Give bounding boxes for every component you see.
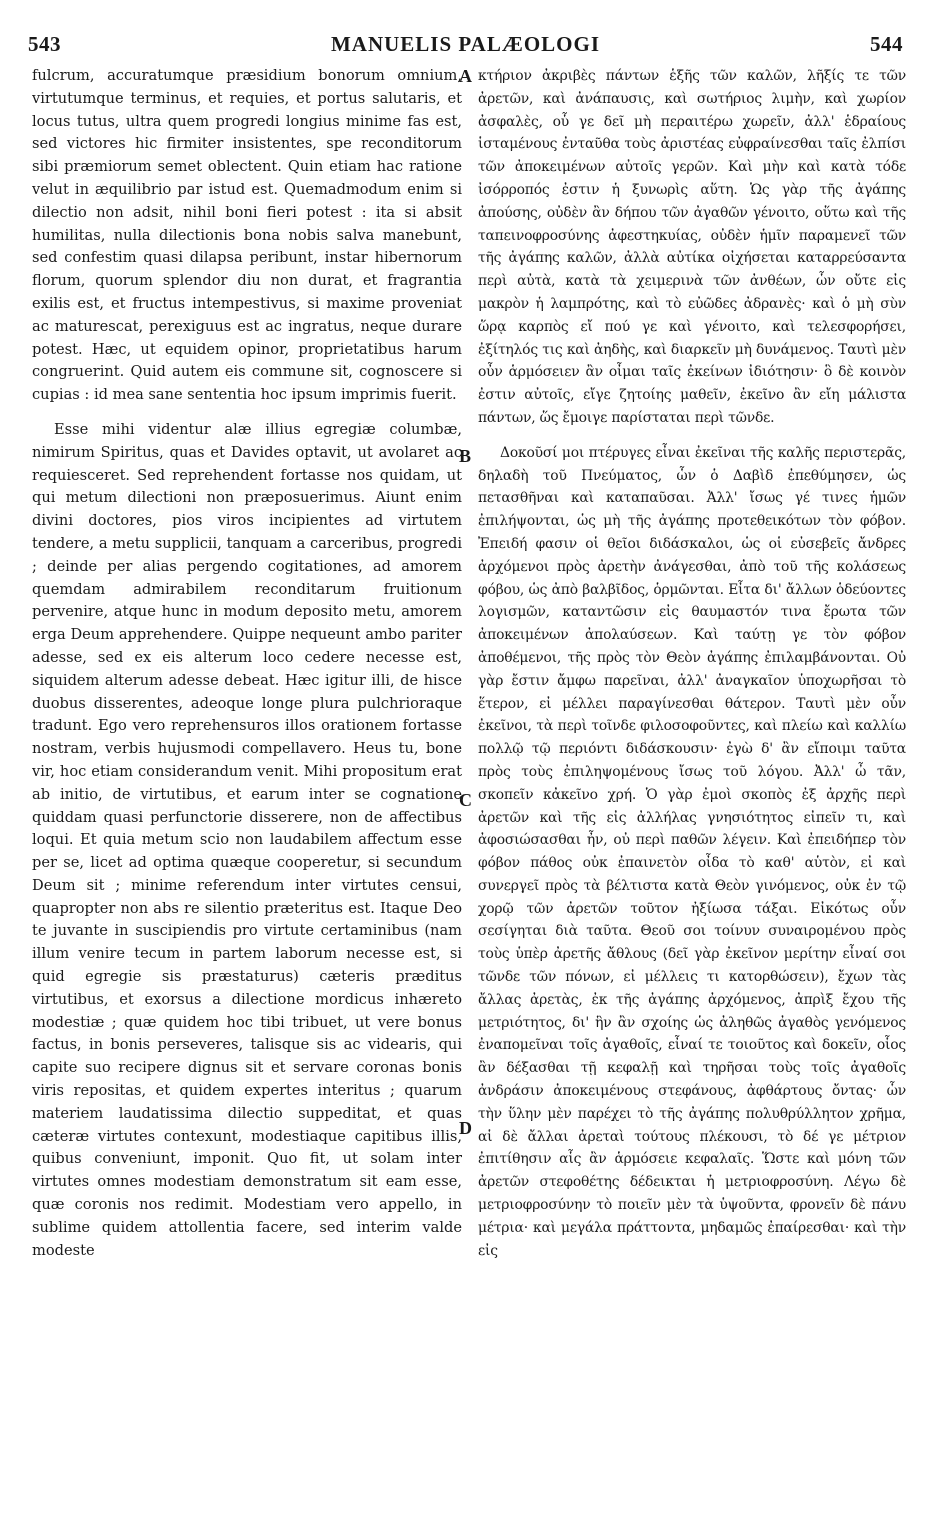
greek-paragraph: κτήριον ἀκριβὲς πάντων ἑξῆς τῶν καλῶν, λῆξίς τε τῶν ἀρετῶν, καὶ ἀνάπαυσις, καὶ σωτήριος λιμὴν, καὶ χωρίον ἀσφαλὲς, οὗ γε δεῖ μὴ περαιτέρω χωρεῖν, ἀλλ' ἑδραίους ἱσταμένους ἐνταῦθα τοὺς ἀριστέας εὐφραίνεσθαι ταῖς ἐλπίσι τῶν ἀποκειμένων αὐτοῖς γερῶν. Καὶ μὴν καὶ κατὰ τόδε ἰσόρροπός ἐστιν ἡ ξυνωρὶς αὕτη. Ὡς γὰρ τῆς ἀγάπης ἀπούσης, οὐδὲν ἂν δήπου τῶν ἀγαθῶν γένοιτο, οὕτω καὶ τῆς ταπεινοφροσύνης ἀφεστηκυίας, οὐδὲν ἡμῖν παραμενεῖ τῶν τῆς ἀγάπης καλῶν, ἀλλὰ αὐτίκα οἰχήσεται καταρρεύσαντα περὶ αὐτὰ, κατὰ τὰ χειμερινὰ τῶν ἀνθέων, ὧν οὔτε εἰς μακρὸν ἡ λαμπρότης, καὶ τὸ εὐῶδες ἀδρανὲς· καὶ ὁ μὴ σὺν ὥρᾳ καρπὸς εἴ πού γε καὶ γένοιτο, καὶ τελεσφορήσει, ἐξίτηλός τις καὶ ἀηδὴς, καὶ διαρκεῖν μὴ δυνάμενος. Ταυτὶ μὲν οὖν ἁρμόσειεν ἂν οἶμαι ταῖς ἐκείνων ἰδιότησιν· ὃ δὲ κοινὸν ἐστιν αὐτοῖς, εἴγε ζητοίης μαθεῖν, ἐκεῖνο ἂν εἴη μάλιστα πάντων, ὥς ἔμοιγε παρίσταται περὶ τῶνδε. <box>478 68 906 426</box>
margin-letter-b: B <box>459 446 472 466</box>
margin-letter-c: C <box>459 790 472 810</box>
margin-letter-a: A <box>459 66 472 86</box>
running-title: MANUELIS PALÆOLOGI <box>330 32 601 56</box>
margin-letter-d: D <box>459 1118 472 1138</box>
latin-column <box>32 65 462 1512</box>
greek-paragraph: Δοκοῦσί μοι πτέρυγες εἶναι ἐκεῖναι τῆς καλῆς περιστερᾶς, δηλαδὴ τοῦ Πνεύματος, ὧν ὁ Δαβὶδ ἐπεθύμησεν, ὡς πετασθῆναι καὶ καταπαῦσαι. Ἀλλ' ἴσως γέ τινες ἡμῶν ἐπιλήψονται, ὡς μὴ τῆς ἀγάπης προτεθεικότων τὸν φόβον. Ἐπειδή φασιν οἱ θεῖοι διδάσκαλοι, ὡς οἱ εὐσεβεῖς ἄνδρες ἀρχόμενοι πρὸς ἀρετὴν ἀνάγεσθαι, ἀπὸ τοῦ τῆς κολάσεως φόβου, ὡς ἀπὸ βαλβῖδος, ὁρμῶνται. Εἶτα δι' ἄλλων ὁδεύοντες λογισμῶν, καταντῶσιν εἰς θαυμαστόν τινα ἔρωτα τῶν ἀποκειμένων ἀπολαύσεων. Καὶ ταύτῃ γε τὸν φόβον ἀποθέμενοι, τῆς πρὸς τὸν Θεὸν ἀγάπης ἐπιλαμβάνονται. Οὐ γὰρ ἔστιν ἄμφω παρεῖναι, ἀλλ' ἀναγκαῖον ὑποχωρῆσαι τὸ ἕτερον, εἰ μέλλει παραγίνεσθαι θάτερον. Ταυτὶ μὲν οὖν ἐκεῖνοι, τὰ περὶ τοῖνδε φιλοσοφοῦντες, καὶ πλείω καὶ καλλίω πολλῷ τῷ περιόντι διδάσκουσιν· ἐγὼ δ' ἂν εἴποιμι ταῦτα πρὸς τοὺς ἐπιληψομένους ἴσως τοῦ λόγου. Ἀλλ' ὦ τᾶν, σκοπεῖν κἀκεῖνο χρή. Ὁ γὰρ ἐμοὶ σκοπὸς ἐξ ἀρχῆς περὶ ἀρετῶν καὶ τῆς εἰς ἀλλήλας γνησιότητος εἰπεῖν τι, καὶ ἀφοσιώσασθαι ἦν, οὐ περὶ παθῶν λέγειν. Καὶ ἐπειδήπερ τὸν φόβον πάθος οὐκ ἐπαινετὸν οἶδα τὸ καθ' αὑτὸν, εἰ καὶ συνεργεῖ πρὸς τὰ βέλτιστα κατὰ Θεὸν γινόμενος, οὐκ ἐν τῷ χορῷ τῶν ἀρετῶν τοῦτον ἠξίωσα τάξαι. Εἰκότως οὖν σεσίγηται διὰ ταῦτα. Θεοῦ σοι τοίνυν συναιρομένου πρὸς τοὺς ὑπὲρ ἀρετῆς ἄθλους (δεῖ γὰρ ἐκεῖνον μερίτην εἶναί σοι τῶνδε τῶν πόνων, εἰ μέλλεις τι κατορθώσειν), ἔχων τὰς ἄλλας ἀρετὰς, ἐκ τῆς ἀγάπης ἀρχόμενος, ἀπρὶξ ἔχου τῆς μετριότητος, δι' ἣν ἂν σχοίης ὡς ἀληθῶς ἀγαθὸς γενόμενος ἐναπομεῖναι τοῖς ἀγαθοῖς, εἶναί τε τοιοῦτος καὶ δοκεῖν, οἷος ἂν δέξασθαι τῇ κεφαλῇ καὶ τηρῆσαι τοὺς τοῖς ἀγαθοῖς ἀνδράσιν ἀποκειμένους στεφάνους, ἀφθάρτους ὄντας· ὧν τὴν ὕλην μὲν παρέχει τὸ τῆς ἀγάπης πολυθρύλλητον χρῆμα, αἱ δὲ ἄλλαι ἀρεταὶ τούτους πλέκουσι, τὸ δέ γε μέτριον ἐπιτίθησιν αἷς ἂν ἁρμόσειε κεφαλαῖς. Ὥστε καὶ μόνη τῶν ἀρετῶν στεφοθέτης δέδεικται ἡ μετριοφροσύνη. Λέγω δὲ μετριοφροσύνην τὸ ποιεῖν μὲν τὰ ὑψοῦντα, φρονεῖν δὲ πάνυ μέτρια· καὶ μεγάλα πράττοντα, μηδαμῶς ἐπαίρεσθαι· καὶ τὴν εἰς <box>478 444 906 1259</box>
latin-paragraph: fulcrum, accuratumque præsidium bonorum omnium, virtutumque terminus, et requies, et portus salutaris, et locus tutus, ultra quem progredi longius minime fas est, sed victores hic firmiter insistentes, spe reconditorum sibi præmiorum semet oblectent. Quin etiam hac ratione velut in æquilibrio par istud est. Quemadmodum enim si dilectio non adsit, nihil boni fieri potest : ita si absit humilitas, nulla dilectionis bona nobis salva manebunt, sed confestim quasi dilapsa peribunt, instar hibernorum florum, quorum splendor diu non durat, et fragrantia exilis est, et fructus intempestivus, si maxime proveniat ac maturescat, perexiguus est ac ingratus, neque durare potest. Hæc, ut equidem opinor, proprietatibus harum congruerint. Quid autem eis commune sit, cognoscere si cupias : id mea sane sententia hoc ipsum imprimis fuerit. <box>32 67 462 404</box>
running-header <box>28 32 903 62</box>
page-number-left: 543 <box>28 32 61 56</box>
latin-paragraph: Esse mihi videntur alæ illius egregiæ columbæ, nimirum Spiritus, quas et Davides optavit, ut avolaret ac requiesceret. Sed reprehendent fortasse nos quidam, ut qui metum dilectioni non præposuerimus. Aiunt enim divini doctores, pios viros incipientes ad virtutem tendere, a metu supplicii, tanquam a carceribus, progredi ; deinde per alias pergendo cogitationes, ad amorem quemdam admirabilem reconditarum fruitionum pervenire, atque hunc in modum deposito metu, amorem erga Deum apprehendere. Quippe nequeunt ambo pariter adesse, sed ex eis alterum loco cedere necesse est, siquidem alterum adesse debeat. Hæc igitur illi, de hisce duobus disserentes, adeoque longe plura pulchrioraque tradunt. Ego vero reprehensuros illos orationem fortasse nostram, verbis hujusmodi compellavero. Heus tu, bone vir, hoc etiam considerandum venit. Mihi propositum erat ab initio, de virtutibus, et earum inter se cognatione quiddam quasi perfunctorie disserere, non de affectibus loqui. Et quia metum scio non laudabilem affectum esse per se, licet ad optima quæque cooperetur, si secundum Deum sit ; minime referendum inter virtutes censui, quapropter non abs re silentio præteritus est. Itaque Deo te juvante in suscipiendis pro virtute certaminibus (nam illum venire tecum in partem laborum necesse est, si quid egregie sis præstaturus) cæteris præditus virtutibus, et exorsus a dilectione mordicus inhæreto modestiæ ; quæ quidem hoc tibi tribuet, ut vere bonus factus, in bonis perseveres, talisque sis ac videaris, qui capite suo recipere dignus sit et servare coronas bonis viris repositas, et quidem expertes interitus ; quarum materiem laudatissima dilectio suppeditat, et quas cæteræ virtutes contexunt, modestiaque capitibus illis, quibus conveniunt, imponit. Quo fit, ut solam inter virtutes omnes modestiam demonstratum sit eam esse, quæ coronis nos redimit. Modestiam vero appello, in sublime quidem attollentia facere, sed interim valde modeste <box>32 420 462 1259</box>
greek-column <box>478 65 906 1512</box>
page-number-right: 544 <box>870 32 903 56</box>
